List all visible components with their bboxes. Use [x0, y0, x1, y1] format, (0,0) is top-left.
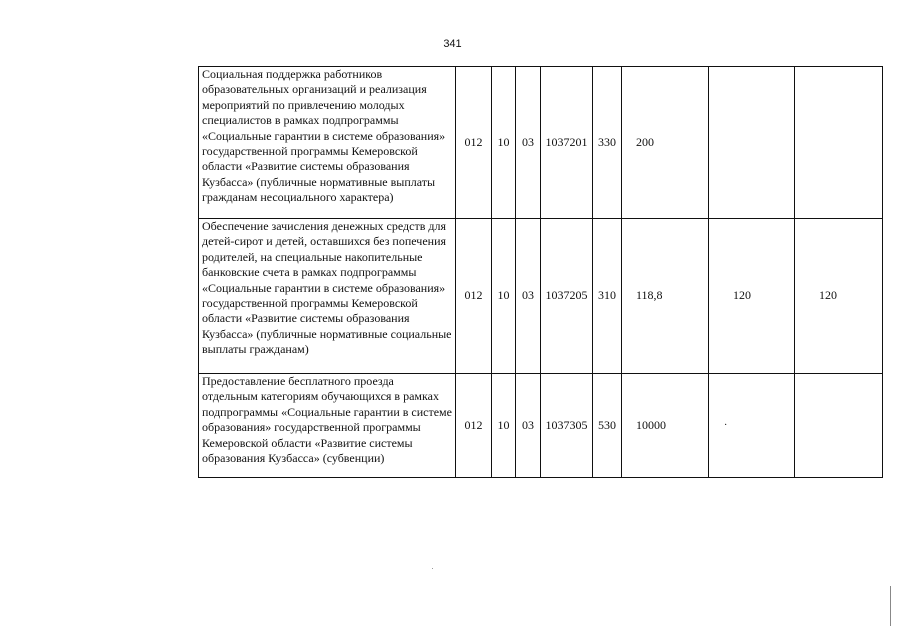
subsection-code: 03 — [516, 67, 541, 219]
scan-speck — [432, 568, 433, 569]
target-article-code: 1037205 — [541, 219, 593, 374]
amount-year-3 — [795, 67, 883, 219]
ministry-code: 012 — [456, 67, 492, 219]
amount-year-3: 120 — [795, 219, 883, 374]
scan-edge-mark — [890, 586, 891, 626]
scan-speck: · — [724, 420, 728, 431]
expense-type-code: 330 — [593, 67, 622, 219]
amount-year-2 — [709, 67, 795, 219]
expense-type-code: 310 — [593, 219, 622, 374]
target-article-code: 1037305 — [541, 374, 593, 478]
amount-year-2: 120 — [709, 219, 795, 374]
amount-year-1: 118,8 — [622, 219, 709, 374]
section-code: 10 — [492, 67, 516, 219]
budget-table — [198, 66, 883, 478]
subsection-code: 03 — [516, 374, 541, 478]
ministry-code: 012 — [456, 219, 492, 374]
amount-year-1: 10000 — [622, 374, 709, 478]
page-number: 341 — [443, 38, 462, 50]
ministry-code: 012 — [456, 374, 492, 478]
target-article-code: 1037201 — [541, 67, 593, 219]
table-row — [199, 67, 883, 219]
table-row — [199, 374, 883, 478]
amount-year-2 — [709, 374, 795, 478]
amount-year-3 — [795, 374, 883, 478]
section-code: 10 — [492, 219, 516, 374]
row-description: Предоставление бесплатного проезда отдельным категориям обучающихся в рамках подпрограммы «Социальные гарантии в системе образования» государственной программы Кемеровской области «Развитие системы образования Кузбасса» (субвенции) — [199, 374, 456, 478]
row-description: Обеспечение зачисления денежных средств для детей-сирот и детей, оставшихся без попечения родителей, на специальные накопительные банковские счета в рамках подпрограммы «Социальные гарантии в системе образования» государственной программы Кемеровской области «Развитие системы образования Кузбасса» (публичные нормативные социальные выплаты гражданам) — [199, 219, 456, 374]
table-row — [199, 219, 883, 374]
amount-year-1: 200 — [622, 67, 709, 219]
subsection-code: 03 — [516, 219, 541, 374]
expense-type-code: 530 — [593, 374, 622, 478]
row-description: Социальная поддержка работников образовательных организаций и реализация мероприятий по привлечению молодых специалистов в рамках подпрограммы «Социальные гарантии в системе образования» государственной программы Кемеровской области «Развитие системы образования Кузбасса» (публичные нормативные выплаты гражданам несоциального характера) — [199, 67, 456, 219]
section-code: 10 — [492, 374, 516, 478]
